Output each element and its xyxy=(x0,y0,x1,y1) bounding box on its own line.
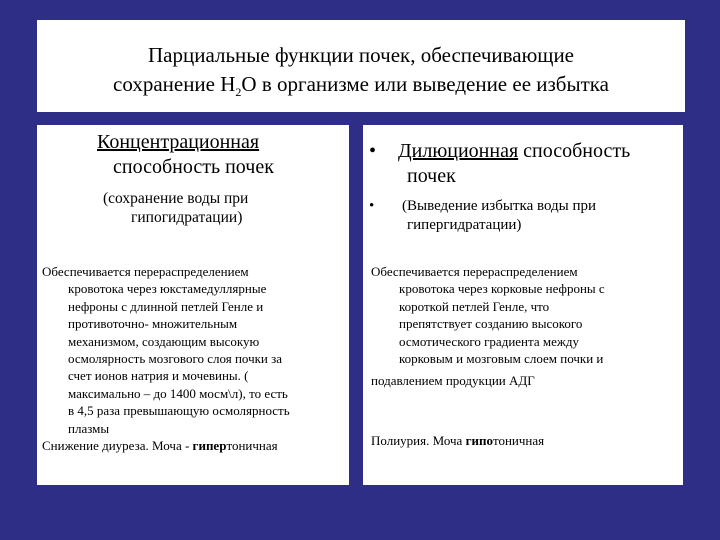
right-heading xyxy=(369,139,679,189)
left-body-line: в 4,5 раза превышающую осмолярность xyxy=(68,403,290,419)
right-body xyxy=(371,263,677,390)
right-sub-line-2: гипергидратации) xyxy=(407,217,522,233)
left-summary xyxy=(42,437,347,454)
right-subheading xyxy=(369,197,679,235)
left-body-line: противоточно- множительным xyxy=(68,316,238,332)
right-body-line: Обеспечивается перераспределением xyxy=(371,264,578,279)
title-panel xyxy=(37,20,685,112)
left-body-line: Обеспечивается перераспределением xyxy=(42,264,249,279)
left-heading-line-1: Концентрационная xyxy=(97,131,260,153)
left-body-line: механизмом, создающим высокую xyxy=(68,333,260,349)
right-body-line: корковым и мозговым слоем почки и xyxy=(399,351,604,367)
left-panel xyxy=(37,125,349,485)
left-heading xyxy=(97,130,347,180)
left-heading-line-2: способность почек xyxy=(113,156,274,178)
bullet-icon: • xyxy=(369,198,375,214)
right-body-line: короткой петлей Генле, что xyxy=(399,298,550,314)
right-heading-line-2: почек xyxy=(407,165,456,187)
left-body xyxy=(42,263,347,454)
right-sub-line-1: (Выведение избытка воды при xyxy=(402,198,597,214)
left-body-line: плазмы xyxy=(68,420,110,436)
left-body-line: кровотока через юкстамедуллярные xyxy=(68,281,267,297)
left-summary-text: Снижение диуреза. Моча - xyxy=(42,438,193,454)
right-body-line: препятствует созданию высокого xyxy=(399,316,583,332)
left-sub-line-1: (сохранение воды при xyxy=(103,190,249,207)
left-body-line: максимально – до 1400 мосм\л), то есть xyxy=(68,385,288,401)
left-sub-line-2: гипогидратации) xyxy=(131,209,243,226)
right-body-line: кровотока через корковые нефроны с xyxy=(399,281,605,297)
right-panel xyxy=(363,125,683,485)
left-body-line: счет ионов натрия и мочевины. ( xyxy=(68,368,249,384)
right-body-line: подавлением продукции АДГ xyxy=(371,373,535,389)
title-line-2b: О в организме или выведение ее избытка xyxy=(241,72,609,96)
left-summary-bold: гипер xyxy=(192,438,227,454)
left-body-line: осмолярность мозгового слоя почки за xyxy=(68,351,283,367)
right-summary xyxy=(371,432,677,449)
right-heading-rest: способность xyxy=(518,140,631,162)
right-summary-suffix: тоничная xyxy=(492,433,545,448)
right-summary-text: Полиурия. Моча xyxy=(371,433,466,448)
right-summary-bold: гипо xyxy=(465,433,493,448)
bullet-icon: • xyxy=(369,140,377,162)
left-subheading xyxy=(103,189,343,227)
right-heading-term: Дилюционная xyxy=(398,140,519,162)
right-body-line: осмотического градиента между xyxy=(399,333,579,349)
left-body-line: нефроны с длинной петлей Генле и xyxy=(68,298,264,314)
left-summary-suffix: тоничная xyxy=(226,438,278,454)
slide-title xyxy=(37,41,685,107)
title-line-1: Парциальные функции почек, обеспечивающие xyxy=(148,43,574,67)
title-line-2a: сохранение Н xyxy=(113,72,236,96)
title-subscript: 2 xyxy=(235,85,242,100)
